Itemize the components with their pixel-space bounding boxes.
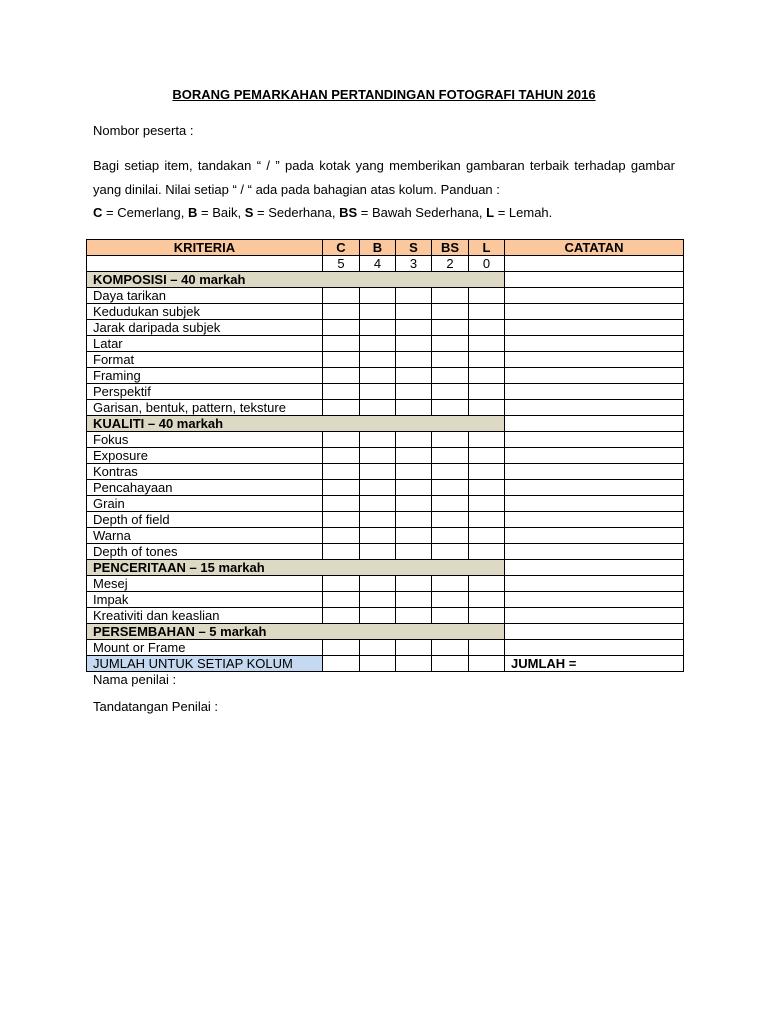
score-checkbox-s[interactable] xyxy=(396,512,432,528)
score-checkbox-bs[interactable] xyxy=(432,448,469,464)
score-checkbox-c[interactable] xyxy=(323,544,360,560)
score-checkbox-b[interactable] xyxy=(360,288,396,304)
score-checkbox-l[interactable] xyxy=(469,288,505,304)
total-cell-b[interactable] xyxy=(360,656,396,672)
criteria-row xyxy=(87,512,684,528)
header-b: B xyxy=(360,240,396,256)
score-checkbox-c[interactable] xyxy=(323,592,360,608)
criteria-label: Perspektif xyxy=(87,384,323,400)
section-title: PERSEMBAHAN – 5 markah xyxy=(87,624,505,640)
score-checkbox-c[interactable] xyxy=(323,448,360,464)
score-value-bs: 2 xyxy=(432,256,469,272)
criteria-label: Grain xyxy=(87,496,323,512)
legend-label-s: = Sederhana, xyxy=(253,205,340,220)
catatan-cell[interactable] xyxy=(505,480,684,496)
catatan-cell[interactable] xyxy=(505,288,684,304)
score-checkbox-l[interactable] xyxy=(469,640,505,656)
catatan-cell[interactable] xyxy=(505,560,684,576)
catatan-cell[interactable] xyxy=(505,400,684,416)
catatan-cell[interactable] xyxy=(505,496,684,512)
score-checkbox-bs[interactable] xyxy=(432,544,469,560)
header-kriteria: KRITERIA xyxy=(87,240,323,256)
score-checkbox-l[interactable] xyxy=(469,592,505,608)
criteria-label: Warna xyxy=(87,528,323,544)
total-cell-c[interactable] xyxy=(323,656,360,672)
criteria-row xyxy=(87,352,684,368)
score-checkbox-l[interactable] xyxy=(469,320,505,336)
criteria-row xyxy=(87,304,684,320)
criteria-label: Kreativiti dan keaslian xyxy=(87,608,323,624)
score-checkbox-b[interactable] xyxy=(360,448,396,464)
nombor-peserta-label: Nombor peserta : xyxy=(93,123,194,138)
score-checkbox-b[interactable] xyxy=(360,384,396,400)
criteria-row xyxy=(87,544,684,560)
score-checkbox-b[interactable] xyxy=(360,464,396,480)
total-cell-l[interactable] xyxy=(469,656,505,672)
score-checkbox-c[interactable] xyxy=(323,288,360,304)
criteria-label: Impak xyxy=(87,592,323,608)
marking-table xyxy=(86,239,684,672)
criteria-row xyxy=(87,432,684,448)
score-checkbox-c[interactable] xyxy=(323,352,360,368)
score-checkbox-b[interactable] xyxy=(360,640,396,656)
score-checkbox-bs[interactable] xyxy=(432,512,469,528)
score-checkbox-c[interactable] xyxy=(323,512,360,528)
form-title: BORANG PEMARKAHAN PERTANDINGAN FOTOGRAFI TAHUN 2016 xyxy=(172,87,596,102)
score-value-l: 0 xyxy=(469,256,505,272)
criteria-row xyxy=(87,336,684,352)
score-checkbox-b[interactable] xyxy=(360,592,396,608)
section-title: PENCERITAAN – 15 markah xyxy=(87,560,505,576)
score-checkbox-bs[interactable] xyxy=(432,464,469,480)
criteria-label: Jarak daripada subjek xyxy=(87,320,323,336)
catatan-cell[interactable] xyxy=(505,272,684,288)
score-value-s: 3 xyxy=(396,256,432,272)
score-checkbox-bs[interactable] xyxy=(432,496,469,512)
section-title: KOMPOSISI – 40 markah xyxy=(87,272,505,288)
catatan-cell[interactable] xyxy=(505,320,684,336)
score-checkbox-bs[interactable] xyxy=(432,320,469,336)
score-checkbox-l[interactable] xyxy=(469,464,505,480)
catatan-cell[interactable] xyxy=(505,304,684,320)
score-checkbox-bs[interactable] xyxy=(432,592,469,608)
score-checkbox-bs[interactable] xyxy=(432,368,469,384)
catatan-cell[interactable] xyxy=(505,384,684,400)
criteria-label: Exposure xyxy=(87,448,323,464)
tandatangan-penilai-label: Tandatangan Penilai : xyxy=(93,699,219,714)
legend-code-b: B xyxy=(188,205,198,220)
score-value-c: 5 xyxy=(323,256,360,272)
catatan-cell[interactable] xyxy=(505,624,684,640)
score-checkbox-bs[interactable] xyxy=(432,400,469,416)
criteria-label: Format xyxy=(87,352,323,368)
score-checkbox-c[interactable] xyxy=(323,528,360,544)
score-checkbox-bs[interactable] xyxy=(432,608,469,624)
score-checkbox-c[interactable] xyxy=(323,576,360,592)
header-bs: BS xyxy=(432,240,469,256)
legend-label-bs: = Bawah Sederhana, xyxy=(357,205,487,220)
criteria-label: Depth of tones xyxy=(87,544,323,560)
criteria-row xyxy=(87,368,684,384)
score-checkbox-l[interactable] xyxy=(469,512,505,528)
criteria-label: Pencahayaan xyxy=(87,480,323,496)
criteria-row xyxy=(87,528,684,544)
score-checkbox-s[interactable] xyxy=(396,544,432,560)
criteria-row xyxy=(87,592,684,608)
score-checkbox-s[interactable] xyxy=(396,464,432,480)
score-checkbox-bs[interactable] xyxy=(432,352,469,368)
catatan-cell[interactable] xyxy=(505,464,684,480)
score-checkbox-s[interactable] xyxy=(396,448,432,464)
score-checkbox-c[interactable] xyxy=(323,496,360,512)
score-checkbox-c[interactable] xyxy=(323,432,360,448)
score-checkbox-s[interactable] xyxy=(396,336,432,352)
header-c: C xyxy=(323,240,360,256)
score-checkbox-s[interactable] xyxy=(396,480,432,496)
instructions-text: Bagi setiap item, tandakan “ / ” pada kotak yang memberikan gambaran terbaik terhadap gambar yang dinilai. Nilai setiap “ / “ ada pada bahagian atas kolum. Panduan : xyxy=(93,158,675,197)
score-checkbox-l[interactable] xyxy=(469,480,505,496)
criteria-row xyxy=(87,640,684,656)
score-checkbox-s[interactable] xyxy=(396,432,432,448)
score-checkbox-bs[interactable] xyxy=(432,384,469,400)
catatan-cell[interactable] xyxy=(505,544,684,560)
criteria-label: Daya tarikan xyxy=(87,288,323,304)
catatan-cell[interactable] xyxy=(505,368,684,384)
score-checkbox-bs[interactable] xyxy=(432,288,469,304)
catatan-cell[interactable] xyxy=(505,512,684,528)
score-checkbox-b[interactable] xyxy=(360,608,396,624)
score-checkbox-c[interactable] xyxy=(323,304,360,320)
score-checkbox-c[interactable] xyxy=(323,400,360,416)
score-checkbox-l[interactable] xyxy=(469,528,505,544)
legend-code-l: L xyxy=(486,205,495,220)
score-checkbox-l[interactable] xyxy=(469,400,505,416)
score-checkbox-l[interactable] xyxy=(469,432,505,448)
score-checkbox-c[interactable] xyxy=(323,640,360,656)
catatan-cell[interactable] xyxy=(505,336,684,352)
score-checkbox-l[interactable] xyxy=(469,448,505,464)
catatan-cell[interactable] xyxy=(505,448,684,464)
catatan-cell[interactable] xyxy=(505,576,684,592)
score-checkbox-bs[interactable] xyxy=(432,304,469,320)
criteria-label: Kedudukan subjek xyxy=(87,304,323,320)
legend-code-s: S xyxy=(244,205,254,220)
catatan-cell[interactable] xyxy=(505,432,684,448)
jumlah-setiap-kolum-label: JUMLAH UNTUK SETIAP KOLUM xyxy=(87,656,323,672)
criteria-label: Framing xyxy=(87,368,323,384)
score-checkbox-s[interactable] xyxy=(396,400,432,416)
score-checkbox-bs[interactable] xyxy=(432,576,469,592)
legend-label-b: = Baik, xyxy=(197,205,245,220)
instructions-paragraph xyxy=(93,154,675,225)
score-checkbox-c[interactable] xyxy=(323,320,360,336)
section-header-row xyxy=(87,272,684,288)
score-checkbox-bs[interactable] xyxy=(432,432,469,448)
legend-label-l: = Lemah. xyxy=(494,205,553,220)
criteria-label: Mount or Frame xyxy=(87,640,323,656)
score-checkbox-b[interactable] xyxy=(360,576,396,592)
score-checkbox-b[interactable] xyxy=(360,320,396,336)
score-checkbox-b[interactable] xyxy=(360,352,396,368)
criteria-row xyxy=(87,320,684,336)
catatan-cell[interactable] xyxy=(505,352,684,368)
score-checkbox-b[interactable] xyxy=(360,480,396,496)
catatan-cell[interactable] xyxy=(505,608,684,624)
score-checkbox-b[interactable] xyxy=(360,400,396,416)
score-checkbox-l[interactable] xyxy=(469,384,505,400)
criteria-label: Latar xyxy=(87,336,323,352)
catatan-cell[interactable] xyxy=(505,640,684,656)
catatan-cell[interactable] xyxy=(505,416,684,432)
score-checkbox-bs[interactable] xyxy=(432,336,469,352)
score-checkbox-s[interactable] xyxy=(396,368,432,384)
criteria-row xyxy=(87,464,684,480)
legend-label-c: = Cemerlang, xyxy=(102,205,189,220)
score-checkbox-l[interactable] xyxy=(469,544,505,560)
section-header-row xyxy=(87,624,684,640)
score-checkbox-c[interactable] xyxy=(323,368,360,384)
score-checkbox-b[interactable] xyxy=(360,496,396,512)
header-l: L xyxy=(469,240,505,256)
total-cell-bs[interactable] xyxy=(432,656,469,672)
score-checkbox-l[interactable] xyxy=(469,336,505,352)
score-checkbox-b[interactable] xyxy=(360,432,396,448)
score-checkbox-s[interactable] xyxy=(396,320,432,336)
score-values-row xyxy=(87,256,684,272)
score-checkbox-l[interactable] xyxy=(469,576,505,592)
jumlah-total-cell[interactable]: JUMLAH = xyxy=(505,656,684,672)
criteria-row xyxy=(87,480,684,496)
criteria-row xyxy=(87,384,684,400)
criteria-row xyxy=(87,576,684,592)
section-header-row xyxy=(87,416,684,432)
score-checkbox-c[interactable] xyxy=(323,384,360,400)
score-checkbox-s[interactable] xyxy=(396,304,432,320)
header-catatan: CATATAN xyxy=(505,240,684,256)
table-header-row xyxy=(87,240,684,256)
section-title: KUALITI – 40 markah xyxy=(87,416,505,432)
score-checkbox-b[interactable] xyxy=(360,368,396,384)
score-checkbox-s[interactable] xyxy=(396,496,432,512)
score-checkbox-bs[interactable] xyxy=(432,528,469,544)
criteria-row xyxy=(87,496,684,512)
score-checkbox-c[interactable] xyxy=(323,480,360,496)
criteria-label: Kontras xyxy=(87,464,323,480)
score-checkbox-b[interactable] xyxy=(360,304,396,320)
total-row xyxy=(87,656,684,672)
section-header-row xyxy=(87,560,684,576)
criteria-label: Fokus xyxy=(87,432,323,448)
criteria-label: Mesej xyxy=(87,576,323,592)
score-checkbox-c[interactable] xyxy=(323,336,360,352)
score-checkbox-s[interactable] xyxy=(396,528,432,544)
score-checkbox-bs[interactable] xyxy=(432,640,469,656)
score-checkbox-l[interactable] xyxy=(469,496,505,512)
score-checkbox-b[interactable] xyxy=(360,512,396,528)
score-checkbox-c[interactable] xyxy=(323,464,360,480)
marking-table-body xyxy=(87,240,684,672)
total-cell-s[interactable] xyxy=(396,656,432,672)
score-checkbox-s[interactable] xyxy=(396,384,432,400)
score-checkbox-l[interactable] xyxy=(469,304,505,320)
catatan-cell[interactable] xyxy=(505,592,684,608)
score-checkbox-l[interactable] xyxy=(469,608,505,624)
score-checkbox-s[interactable] xyxy=(396,608,432,624)
criteria-row xyxy=(87,608,684,624)
criteria-label: Depth of field xyxy=(87,512,323,528)
score-checkbox-s[interactable] xyxy=(396,288,432,304)
score-value-b: 4 xyxy=(360,256,396,272)
score-checkbox-l[interactable] xyxy=(469,352,505,368)
score-values-spacer xyxy=(87,256,323,272)
score-checkbox-c[interactable] xyxy=(323,608,360,624)
criteria-row xyxy=(87,288,684,304)
score-checkbox-b[interactable] xyxy=(360,544,396,560)
score-checkbox-s[interactable] xyxy=(396,640,432,656)
criteria-label: Garisan, bentuk, pattern, teksture xyxy=(87,400,323,416)
header-s: S xyxy=(396,240,432,256)
score-checkbox-s[interactable] xyxy=(396,352,432,368)
score-checkbox-b[interactable] xyxy=(360,528,396,544)
legend-code-c: C xyxy=(93,205,103,220)
score-checkbox-b[interactable] xyxy=(360,336,396,352)
criteria-row xyxy=(87,400,684,416)
score-checkbox-s[interactable] xyxy=(396,592,432,608)
score-checkbox-l[interactable] xyxy=(469,368,505,384)
legend-code-bs: BS xyxy=(339,205,358,220)
nama-penilai-label: Nama penilai : xyxy=(93,672,177,687)
criteria-row xyxy=(87,448,684,464)
catatan-cell[interactable] xyxy=(505,528,684,544)
catatan-spacer xyxy=(505,256,684,272)
score-checkbox-bs[interactable] xyxy=(432,480,469,496)
score-checkbox-s[interactable] xyxy=(396,576,432,592)
